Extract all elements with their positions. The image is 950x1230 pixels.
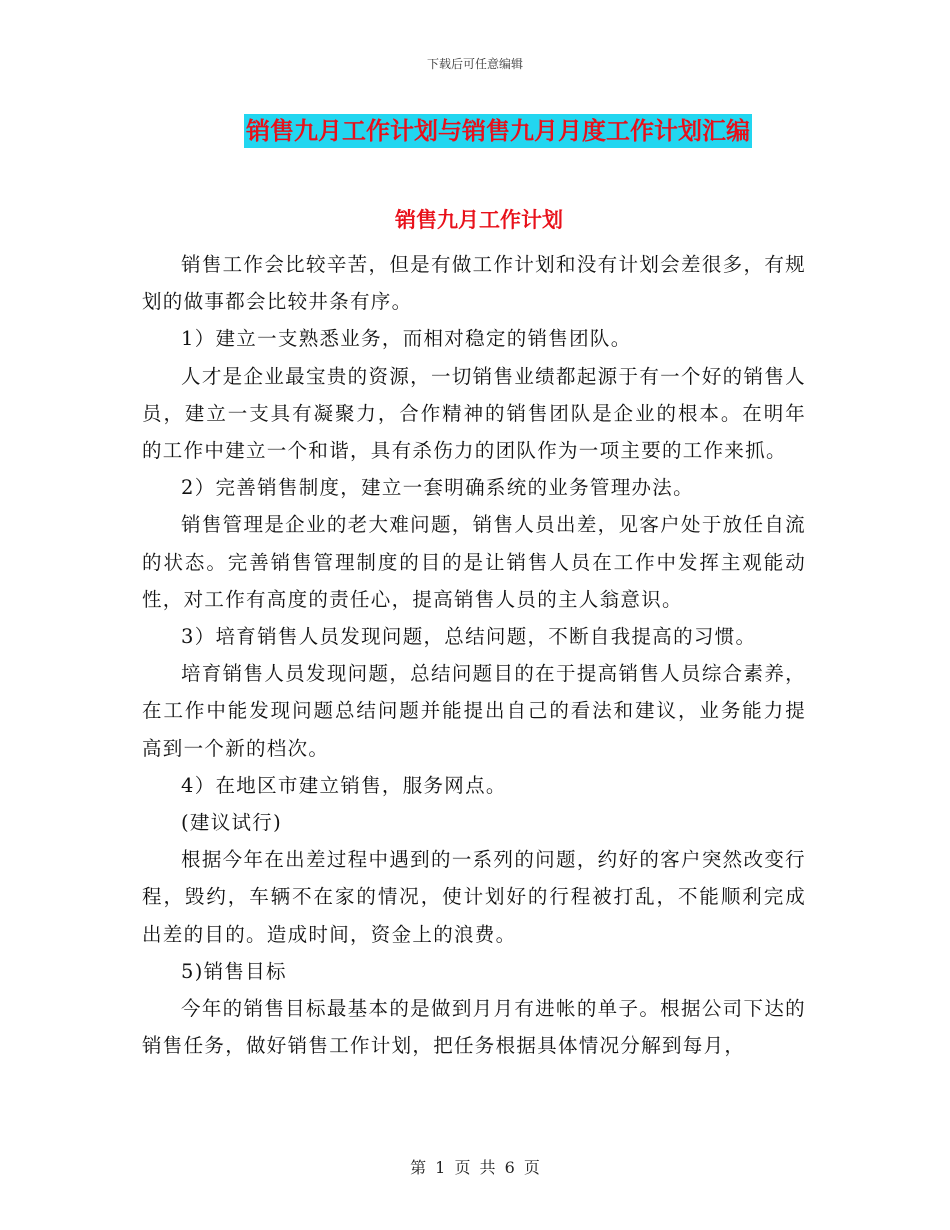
paragraph-item-3-heading: 3）培育销售人员发现问题，总结问题，不断自我提高的习惯。 (181, 625, 757, 649)
section-title: 销售九月工作计划 (395, 208, 563, 232)
paragraph-item-1-heading: 1）建立一支熟悉业务，而相对稳定的销售团队。 (181, 327, 632, 351)
paragraph-item-2-body: 销售管理是企业的老大难问题，销售人员出差，见客户处于放任自流的状态。完善销售管理制度的目的是让销售人员在工作中发挥主观能动性，对工作有高度的责任心，提高销售人员的主人翁意识。 (142, 513, 806, 611)
document-body (142, 246, 806, 1064)
paragraph-item-4-note: (建议试行) (181, 811, 283, 835)
paragraph-item-4-body: 根据今年在出差过程中遇到的一系列的问题，约好的客户突然改变行程，毁约，车辆不在家的情况，使计划好的行程被打乱，不能顺利完成出差的目的。造成时间，资金上的浪费。 (142, 848, 806, 946)
paragraph-item-5-body: 今年的销售目标最基本的是做到月月有进帐的单子。根据公司下达的销售任务，做好销售工作计划，把任务根据具体情况分解到每月， (142, 997, 806, 1058)
header-note: 下载后可任意编辑 (426, 57, 523, 71)
paragraph-item-4-heading: 4）在地区市建立销售，服务网点。 (181, 773, 507, 797)
page-number-footer: 第 1 页 共 6 页 (410, 1158, 540, 1177)
document-title: 销售九月工作计划与销售九月月度工作计划汇编 (244, 114, 752, 148)
paragraph-item-3-body: 培育销售人员发现问题，总结问题目的在于提高销售人员综合素养，在工作中能发现问题总结问题并能提出自己的看法和建议，业务能力提高到一个新的档次。 (142, 662, 806, 760)
paragraph-item-5-heading: 5)销售目标 (181, 959, 287, 983)
paragraph-intro: 销售工作会比较辛苦，但是有做工作计划和没有计划会差很多，有规划的做事都会比较井条有序。 (142, 253, 806, 314)
paragraph-item-1-body: 人才是企业最宝贵的资源，一切销售业绩都起源于有一个好的销售人员，建立一支具有凝聚力，合作精神的销售团队是企业的根本。在明年的工作中建立一个和谐，具有杀伤力的团队作为一项主要的工作来抓。 (142, 364, 806, 463)
paragraph-item-2-heading: 2）完善销售制度，建立一套明确系统的业务管理办法。 (181, 476, 694, 500)
document-title-container (0, 114, 950, 148)
